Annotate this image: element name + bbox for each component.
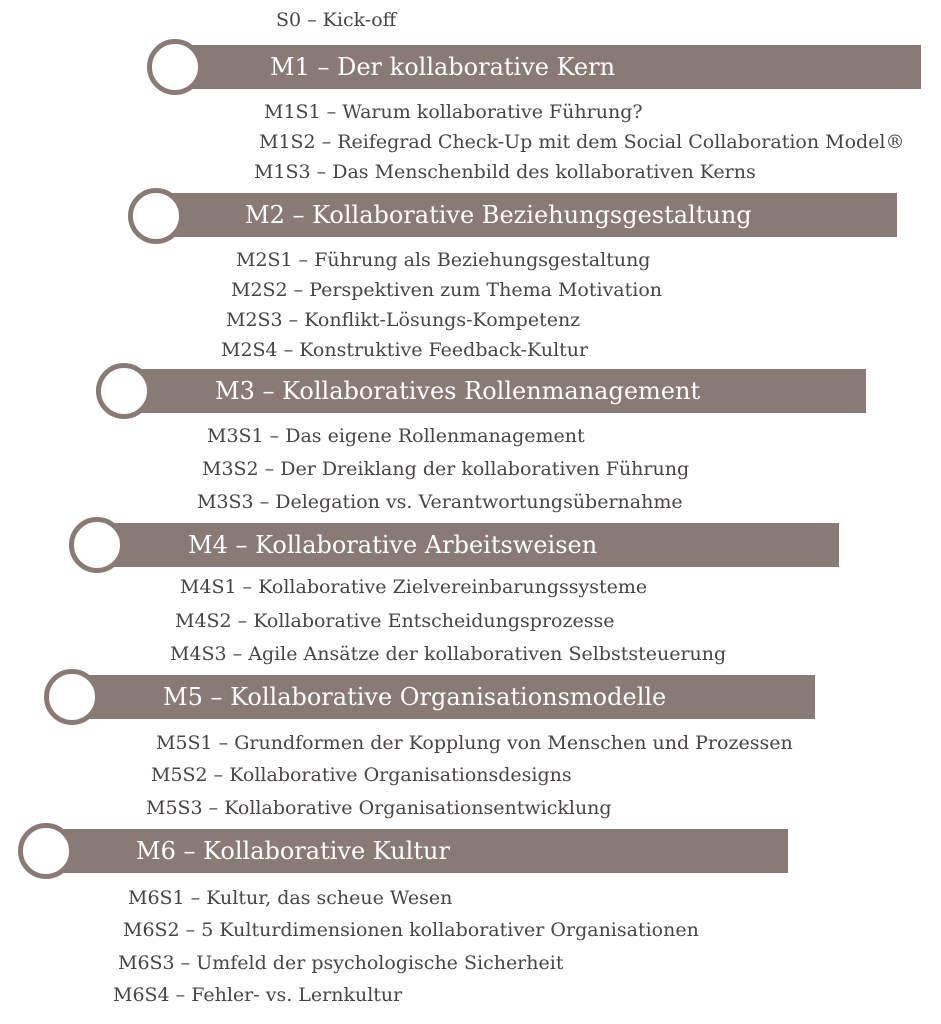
module-5-banner [72,675,815,719]
m1s2-session: M1S2 – Reifegrad Check-Up mit dem Social Collaboration Model® [259,131,905,153]
module-4-title: M4 – Kollaborative Arbeitsweisen [188,531,598,559]
module-1-circle-icon [147,39,203,95]
module-2-circle-icon [128,188,184,244]
m6s3-session: M6S3 – Umfeld der psychologische Sicherheit [118,952,564,974]
m2s1-session: M2S1 – Führung als Beziehungsgestaltung [236,249,651,271]
m4s2-session: M4S2 – Kollaborative Entscheidungsprozesse [175,610,615,632]
m3s2-session: M3S2 – Der Dreiklang der kollaborativen Führung [202,458,690,480]
m2s2-session: M2S2 – Perspektiven zum Thema Motivation [231,279,663,301]
m5s1-session: M5S1 – Grundformen der Kopplung von Menschen und Prozessen [156,732,793,754]
module-2-banner [155,193,897,237]
module-1-banner [175,45,921,89]
module-1-title: M1 – Der kollaborative Kern [270,53,616,81]
module-3-circle-icon [96,363,152,419]
m4s3-session: M4S3 – Agile Ansätze der kollaborativen Selbststeuerung [170,643,727,665]
m3s3-session: M3S3 – Delegation vs. Verantwortungsübernahme [197,491,683,513]
module-4-banner [96,523,839,567]
m4s1-session: M4S1 – Kollaborative Zielvereinbarungssysteme [180,576,648,598]
m5s2-session: M5S2 – Kollaborative Organisationsdesigns [151,764,572,786]
module-3-title: M3 – Kollaboratives Rollenmanagement [215,377,701,405]
m6s2-session: M6S2 – 5 Kulturdimensionen kollaborativer Organisationen [123,919,699,941]
module-5-circle-icon [44,669,100,725]
m5s3-session: M5S3 – Kollaborative Organisationsentwicklung [146,797,612,819]
m2s4-session: M2S4 – Konstruktive Feedback-Kultur [221,339,589,361]
m1s1-session: M1S1 – Warum kollaborative Führung? [264,101,643,123]
m2s3-session: M2S3 – Konflikt-Lösungs-Kompetenz [226,309,581,331]
module-2-title: M2 – Kollaborative Beziehungsgestaltung [245,201,752,229]
module-5-title: M5 – Kollaborative Organisationsmodelle [163,683,667,711]
module-6-circle-icon [18,823,74,879]
module-4-circle-icon [69,517,125,573]
m1s3-session: M1S3 – Das Menschenbild des kollaborativen Kerns [254,161,756,183]
m3s1-session: M3S1 – Das eigene Rollenmanagement [207,425,585,447]
m6s1-session: M6S1 – Kultur, das scheue Wesen [128,887,453,909]
module-3-banner [123,369,866,413]
kickoff-session: S0 – Kick-off [276,9,397,31]
m6s4-session: M6S4 – Fehler- vs. Lernkultur [113,984,403,1006]
module-6-banner [46,829,788,873]
module-6-title: M6 – Kollaborative Kultur [136,837,450,865]
